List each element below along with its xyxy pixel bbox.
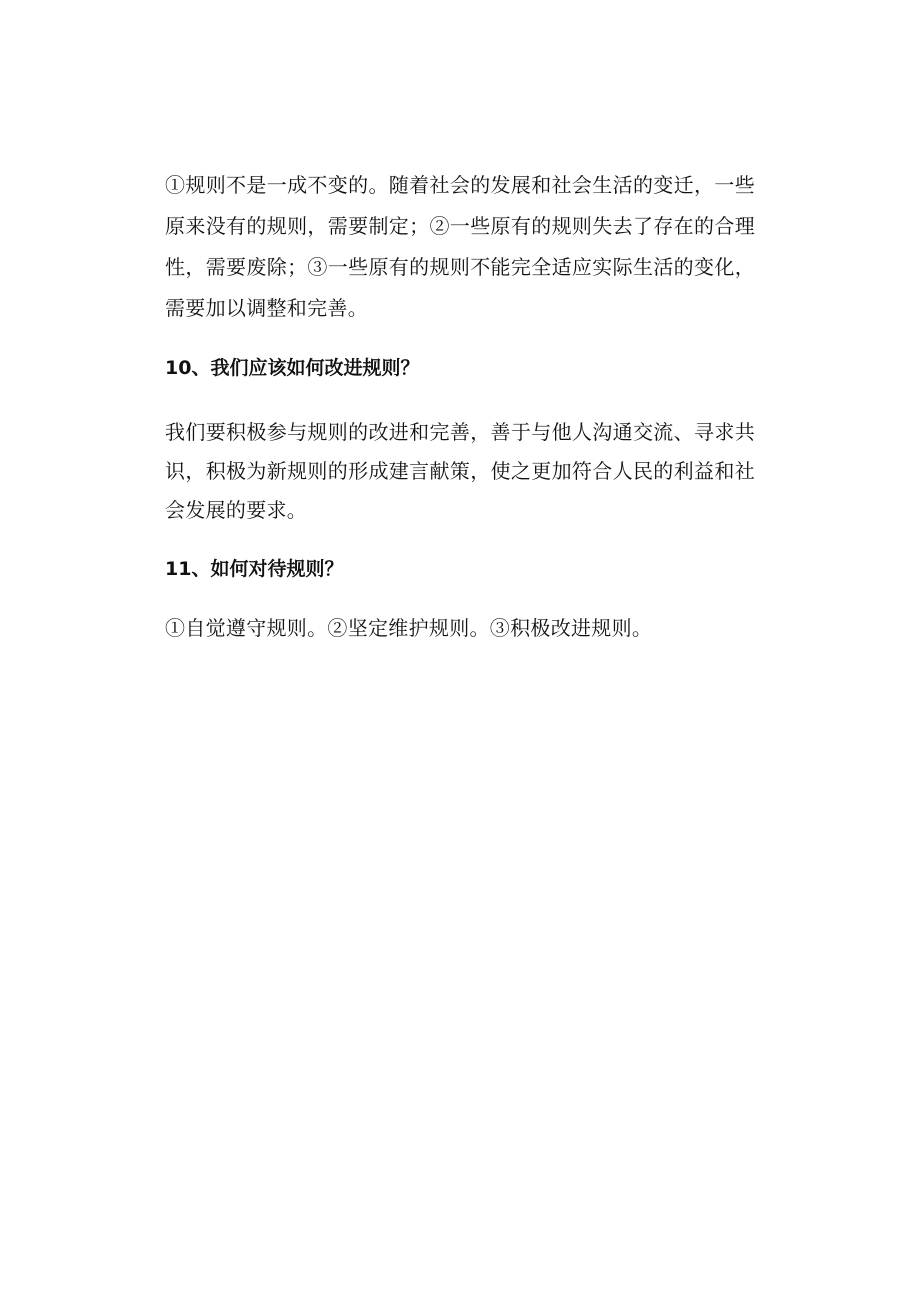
question-heading-11: 11、如何对待规则？: [165, 558, 344, 580]
paragraph-treat-rules: ①自觉遵守规则。②坚定维护规则。③积极改进规则。: [165, 616, 653, 640]
paragraph-improve-rules: 我们要积极参与规则的改进和完善，善于与他人沟通交流、寻求共识，积极为新规则的形成建言献策，使之更加符合人民的利益和社会发展的要求。: [165, 420, 755, 522]
question-heading-10: 10、我们应该如何改进规则？: [165, 357, 420, 379]
document-page: [165, 165, 755, 649]
paragraph-rules-change: ①规则不是一成不变的。随着社会的发展和社会生活的变迁，一些原来没有的规则，需要制定；②一些原有的规则失去了存在的合理性，需要废除；③一些原有的规则不能完全适应实际生活的变化，需要加以调整和完善。: [165, 173, 755, 320]
